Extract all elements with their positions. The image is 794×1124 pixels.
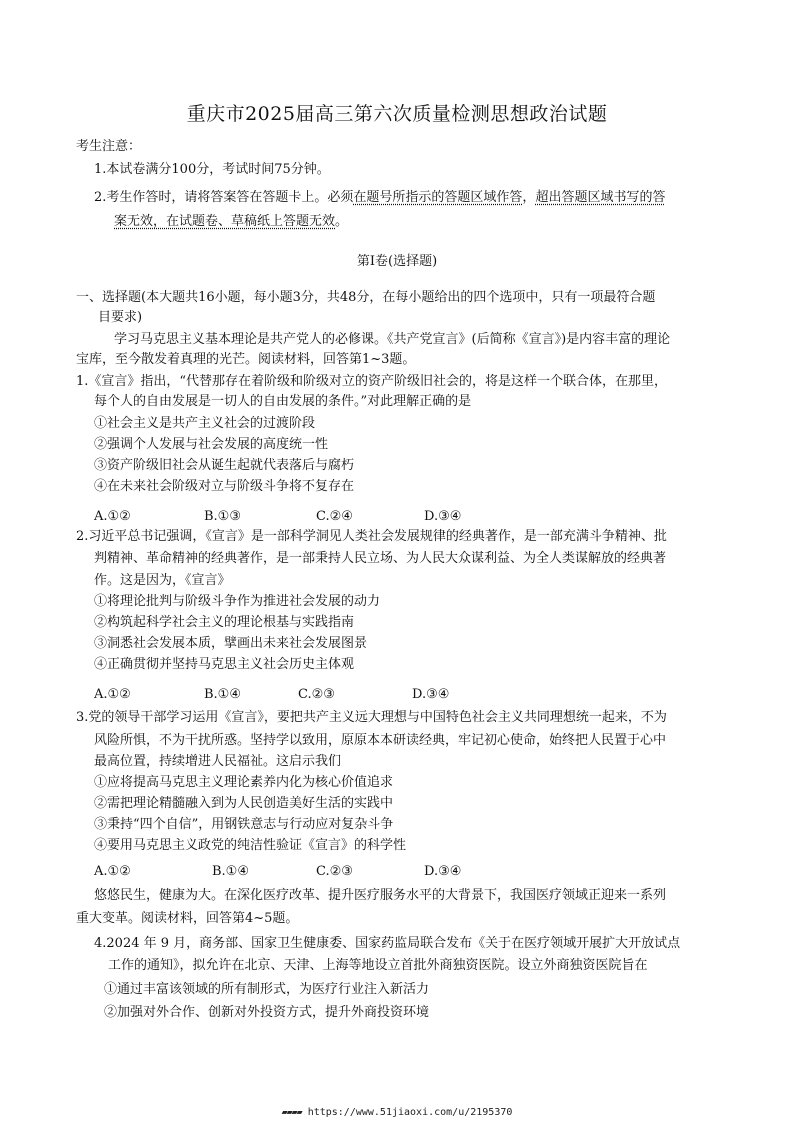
q3-item-4: ④要用马克思主义政党的纯洁性验证《宣言》的科学性 (94, 838, 407, 853)
intro-1-line-2: 宝库，至今散发着真理的光芒。阅读材料，回答第1~3题。 (76, 352, 416, 367)
q3-option-a[interactable]: A.①② (94, 864, 131, 879)
q3-option-c[interactable]: C.②③ (316, 864, 353, 879)
note-item-2-emphasis-b: 超出答题区域书写的答 (535, 190, 666, 205)
q1-item-1: ①社会主义是共产主义社会的过渡阶段 (94, 416, 316, 431)
q4-stem-line-1: 4.2024 年 9 月，商务部、国家卫生健康委、国家药监局联合发布《关于在医疗领域开展扩大开放试点 (94, 936, 681, 951)
q1-option-c[interactable]: C.②④ (316, 509, 353, 524)
q4-item-2: ②加强对外合作、创新对外投资方式，提升外商投资环境 (104, 1005, 430, 1020)
q2-item-4: ④正确贯彻并坚持马克思主义社会历史主体观 (94, 657, 355, 672)
note-item-1: 1.本试卷满分100分，考试时间75分钟。 (94, 162, 330, 177)
q1-stem-line-1: 1.《宣言》指出，“代替那存在着阶级和阶级对立的资产阶级旧社会的，将是这样一个联合体，在那里， (76, 374, 668, 389)
note-item-2-text-c: 。 (335, 214, 349, 229)
q3-stem-line-1: 3.党的领导干部学习运用《宣言》，要把共产主义远大理想与中国特色社会主义共同理想统一起来，不为 (76, 710, 667, 725)
q2-option-d[interactable]: D.③④ (412, 687, 450, 702)
part1-heading-line-1: 一、选择题(本大题共16小题，每小题3分，共48分，在每小题给出的四个选项中，只有一项最符合题 (76, 290, 656, 305)
intro-2-line-2: 重大变革。阅读材料，回答第4~5题。 (76, 911, 299, 926)
q1-option-b[interactable]: B.①③ (204, 509, 241, 524)
footer-mark: ▰▰▰▰ (281, 1107, 302, 1118)
q3-item-1: ①应将提高马克思主义理论素养内化为核心价值追求 (94, 775, 394, 790)
intro-2-line-1: 悠悠民生，健康为大。在深化医疗改革、提升医疗服务水平的大背景下，我国医疗领域正迎来一系列 (94, 888, 667, 903)
q2-stem-line-1: 2.习近平总书记强调，《宣言》是一部科学洞见人类社会发展规律的经典著作，是一部充满斗争精神、批 (76, 529, 667, 544)
q4-item-1: ①通过丰富该领域的所有制形式，为医疗行业注入新活力 (104, 982, 430, 997)
note-item-2-line-2 (114, 212, 348, 232)
q1-option-d[interactable]: D.③④ (424, 509, 462, 524)
q2-option-b[interactable]: B.①④ (204, 687, 241, 702)
q3-item-3: ③秉持“四个自信”，用钢铁意志与行动应对复杂斗争 (94, 817, 394, 832)
note-item-2-text-b: ， (522, 190, 536, 205)
q3-item-2: ②需把理论精髓融入到为人民创造美好生活的实践中 (94, 796, 394, 811)
part1-heading-line-2: 目要求) (98, 310, 143, 325)
section-title: 第Ⅰ卷(选择题) (356, 254, 438, 269)
footer-url[interactable]: https://www.51jiaoxi.com/u/2195370 (307, 1107, 513, 1118)
q2-item-3: ③洞悉社会发展本质，擘画出未来社会发展图景 (94, 636, 368, 651)
footer (0, 1107, 794, 1118)
q1-item-2: ②强调个人发展与社会发展的高度统一性 (94, 437, 329, 452)
q3-stem-line-2: 风险所惧，不为干扰所惑。坚持学以致用，原原本本研读经典，牢记初心使命，始终把人民置于心中 (94, 733, 667, 748)
q1-stem-line-2: 每个人的自由发展是一切人的自由发展的条件。”对此理解正确的是 (94, 394, 472, 409)
q2-option-a[interactable]: A.①② (94, 687, 131, 702)
q3-option-b[interactable]: B.①④ (212, 864, 249, 879)
page-title: 重庆市2025届高三第六次质量检测思想政治试题 (186, 103, 608, 125)
q2-option-c[interactable]: C.②③ (298, 687, 335, 702)
q1-item-4: ④在未来社会阶级对立与阶级斗争将不复存在 (94, 479, 355, 494)
notes-heading: 考生注意： (76, 139, 142, 154)
q3-option-d[interactable]: D.③④ (424, 864, 462, 879)
intro-1-line-1: 学习马克思主义基本理论是共产党人的必修课。《共产党宣言》(后简称《宣言》)是内容丰富的理论 (114, 332, 671, 347)
q2-item-2: ②构筑起科学社会主义的理论根基与实践指南 (94, 615, 355, 630)
q1-option-a[interactable]: A.①② (94, 509, 131, 524)
q2-item-1: ①将理论批判与阶级斗争作为推进社会发展的动力 (94, 594, 381, 609)
q1-item-3: ③资产阶级旧社会从诞生起就代表落后与腐朽 (94, 458, 355, 473)
q2-stem-line-2: 判精神、革命精神的经典著作，是一部秉持人民立场、为人民大众谋利益、为全人类谋解放的经典著 (94, 551, 667, 566)
q3-stem-line-3: 最高位置，持续增进人民福祉。这启示我们 (94, 754, 342, 769)
note-item-2-line-1 (94, 188, 665, 208)
note-item-2-emphasis-c: 案无效，在试题卷、草稿纸上答题无效 (114, 214, 336, 229)
note-item-2-emphasis-a: 在题号所指示的答题区域作答 (353, 190, 523, 205)
note-item-2-text-a: 2.考生作答时，请将答案答在答题卡上。必须 (94, 190, 354, 205)
q4-stem-line-2: 工作的通知》，拟允许在北京、天津、上海等地设立首批外商独资医院。设立外商独资医院旨在 (108, 958, 648, 973)
q2-stem-line-3: 作。这是因为，《宣言》 (94, 573, 231, 588)
